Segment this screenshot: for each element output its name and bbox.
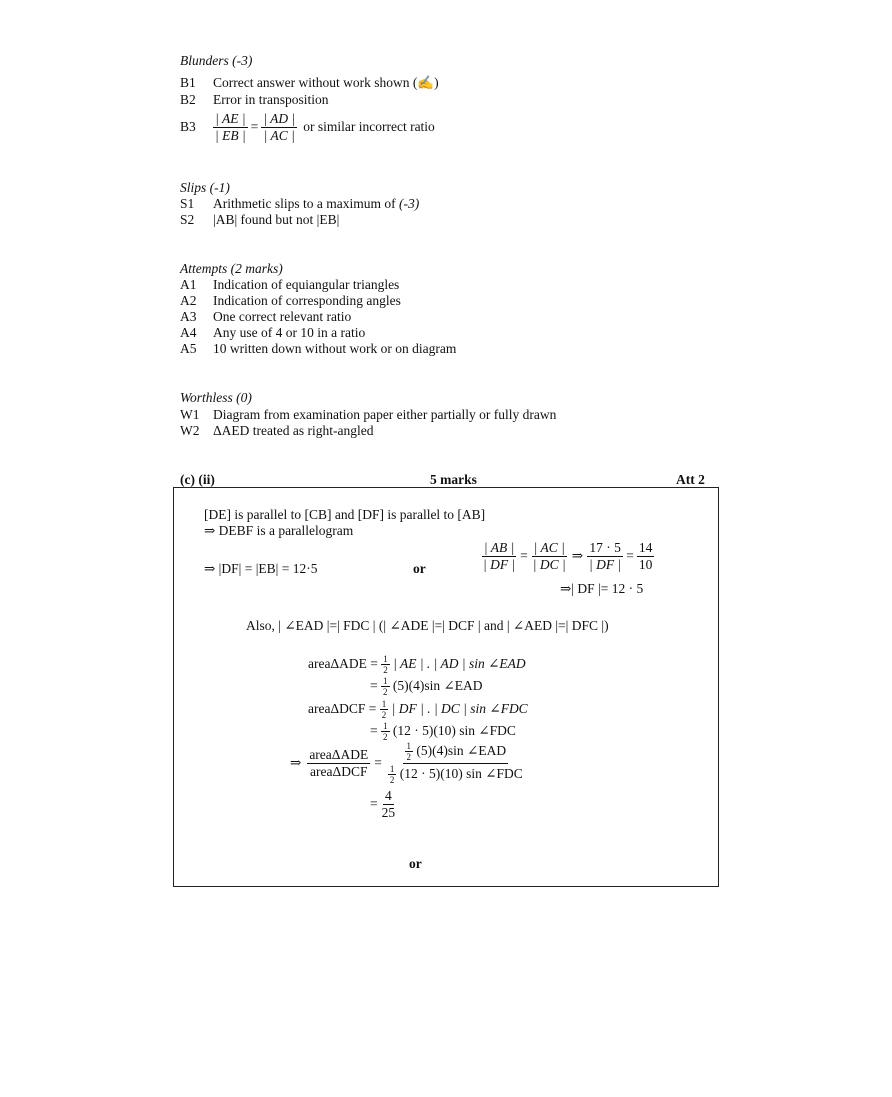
list-item-w2 — [180, 423, 374, 439]
item-code: S2 — [180, 212, 195, 227]
item-text: Diagram from examination paper either partially or fully drawn — [213, 407, 557, 422]
item-suffix: (-3) — [398, 196, 420, 211]
item-code: W2 — [180, 423, 200, 438]
item-code: B1 — [180, 75, 196, 90]
area-ratio-rhs: $\frac{1}{2}$ (5)(4)sin ∠EAD $\frac{1}{2}$ (12 · 5)(10) sin ∠FDC — [389, 741, 523, 786]
or-label-1: or — [413, 561, 426, 576]
area-dcf-substituted: = $\frac{1}{2}$ (12 · 5)(10) sin ∠FDC — [370, 721, 516, 743]
item-text: |AB| found but not |EB| — [213, 212, 340, 227]
solution-line-3: ⇒ |DF| = |EB| = 12·5 — [204, 561, 318, 576]
solution-line-2: ⇒ DEBF is a parallelogram — [204, 523, 354, 538]
section-marks: 5 marks — [430, 472, 477, 487]
list-item-a4 — [180, 325, 365, 341]
item-code: A3 — [180, 309, 197, 324]
section-label: (c) (ii) — [180, 472, 215, 487]
blunders-heading: Blunders (-3) — [180, 53, 253, 68]
list-item-s2 — [180, 212, 339, 228]
item-code: A2 — [180, 293, 197, 308]
fraction-175-df: $\frac{17 \cdot 5}{| DF |}$ — [589, 540, 622, 572]
item-text: Indication of equiangular triangles — [213, 277, 400, 292]
list-item-b1 — [180, 75, 439, 91]
ratio-equation: $\frac{| AB |}{| DF |}$ = $\frac{| AC |}{| DC |}$ ⇒ $\frac{17 \cdot 5}{| DF |}$ = $\frac{14}{10}$ — [483, 540, 653, 572]
area-ratio-equation: ⇒ $\frac{\text{areaΔADE}}{\text{areaΔDCF}}$ = $\frac{1}{2}$ (5)(4)sin ∠EAD $\frac{1}{2}$ (12 · 5)(10) sin ∠FDC — [290, 741, 523, 786]
item-text: Arithmetic slips to a maximum of — [213, 196, 396, 211]
item-text: Correct answer without work shown (✍) — [213, 75, 439, 90]
half-fraction: $\frac{1}{2}$ — [383, 721, 388, 743]
item-code: B2 — [180, 92, 196, 107]
attempts-heading: Attempts (2 marks) — [180, 261, 283, 276]
half-fraction: $\frac{1}{2}$ — [383, 676, 388, 698]
list-item-a2 — [180, 293, 401, 309]
worthless-heading: Worthless (0) — [180, 390, 252, 405]
slips-heading: Slips (-1) — [180, 180, 230, 195]
fraction-ab-df: $\frac{| AB |}{| DF |}$ — [483, 540, 516, 572]
fraction-14-10: $\frac{14}{10}$ — [638, 540, 653, 572]
area-dcf-line: areaΔDCF = $\frac{1}{2}$ | DF | . | DC | sin ∠FDC — [308, 699, 528, 721]
list-item-s1 — [180, 196, 419, 212]
solution-line-1: [DE] is parallel to [CB] and [DF] is parallel to [AB] — [204, 507, 486, 522]
half-fraction: $\frac{1}{2}$ — [406, 741, 412, 763]
ratio-fraction-left: $\frac{| AE |}{| EB |}$ — [215, 110, 246, 143]
area-ade-substituted: = $\frac{1}{2}$ (5)(4)sin ∠EAD — [370, 676, 483, 698]
half-fraction: $\frac{1}{2}$ — [389, 763, 395, 786]
list-item-w1 — [180, 407, 556, 423]
fraction-4-25: $\frac{4}{25}$ — [381, 788, 396, 820]
final-answer: = $\frac{4}{25}$ — [370, 788, 396, 820]
item-code: A4 — [180, 325, 197, 340]
item-code: W1 — [180, 407, 200, 422]
list-item-a5 — [180, 341, 456, 357]
item-text: Indication of corresponding angles — [213, 293, 401, 308]
item-text: ΔAED treated as right-angled — [213, 423, 374, 438]
list-item-b3: B3 $\frac{| AE |}{| EB |}$ = $\frac{| AD |}{| AC |}$ or similar incorrect ratio — [180, 110, 435, 143]
fraction-ac-dc: $\frac{| AC |}{| DC |}$ — [532, 540, 566, 572]
angle-equality-line: Also, | ∠EAD |=| FDC | (| ∠ADE |=| DCF | and | ∠AED |=| DFC |) — [246, 618, 609, 633]
item-text: or similar incorrect ratio — [303, 119, 435, 134]
section-attempt-marks: Att 2 — [676, 472, 705, 487]
ratio-result: ⇒| DF |= 12 · 5 — [560, 581, 644, 596]
list-item-a3 — [180, 309, 351, 325]
area-ade-line: areaΔADE = $\frac{1}{2}$ | AE | . | AD | sin ∠EAD — [308, 654, 526, 676]
half-fraction: $\frac{1}{2}$ — [381, 699, 387, 721]
item-text: Error in transposition — [213, 92, 329, 107]
or-label-2: or — [409, 856, 422, 871]
list-item-b2 — [180, 92, 328, 108]
item-code: S1 — [180, 196, 195, 211]
item-text: Any use of 4 or 10 in a ratio — [213, 325, 366, 340]
item-text: One correct relevant ratio — [213, 309, 352, 324]
list-item-a1 — [180, 277, 399, 293]
solution-box — [173, 487, 719, 887]
area-ratio-lhs: $\frac{\text{areaΔADE}}{\text{areaΔDCF}}$ — [309, 747, 369, 779]
ratio-fraction-right: $\frac{| AD |}{| AC |}$ — [263, 110, 296, 143]
item-code: B3 — [180, 119, 196, 134]
half-fraction: $\frac{1}{2}$ — [383, 654, 388, 676]
item-code: A5 — [180, 341, 197, 356]
item-code: A1 — [180, 277, 197, 292]
item-text: 10 written down without work or on diagram — [213, 341, 457, 356]
